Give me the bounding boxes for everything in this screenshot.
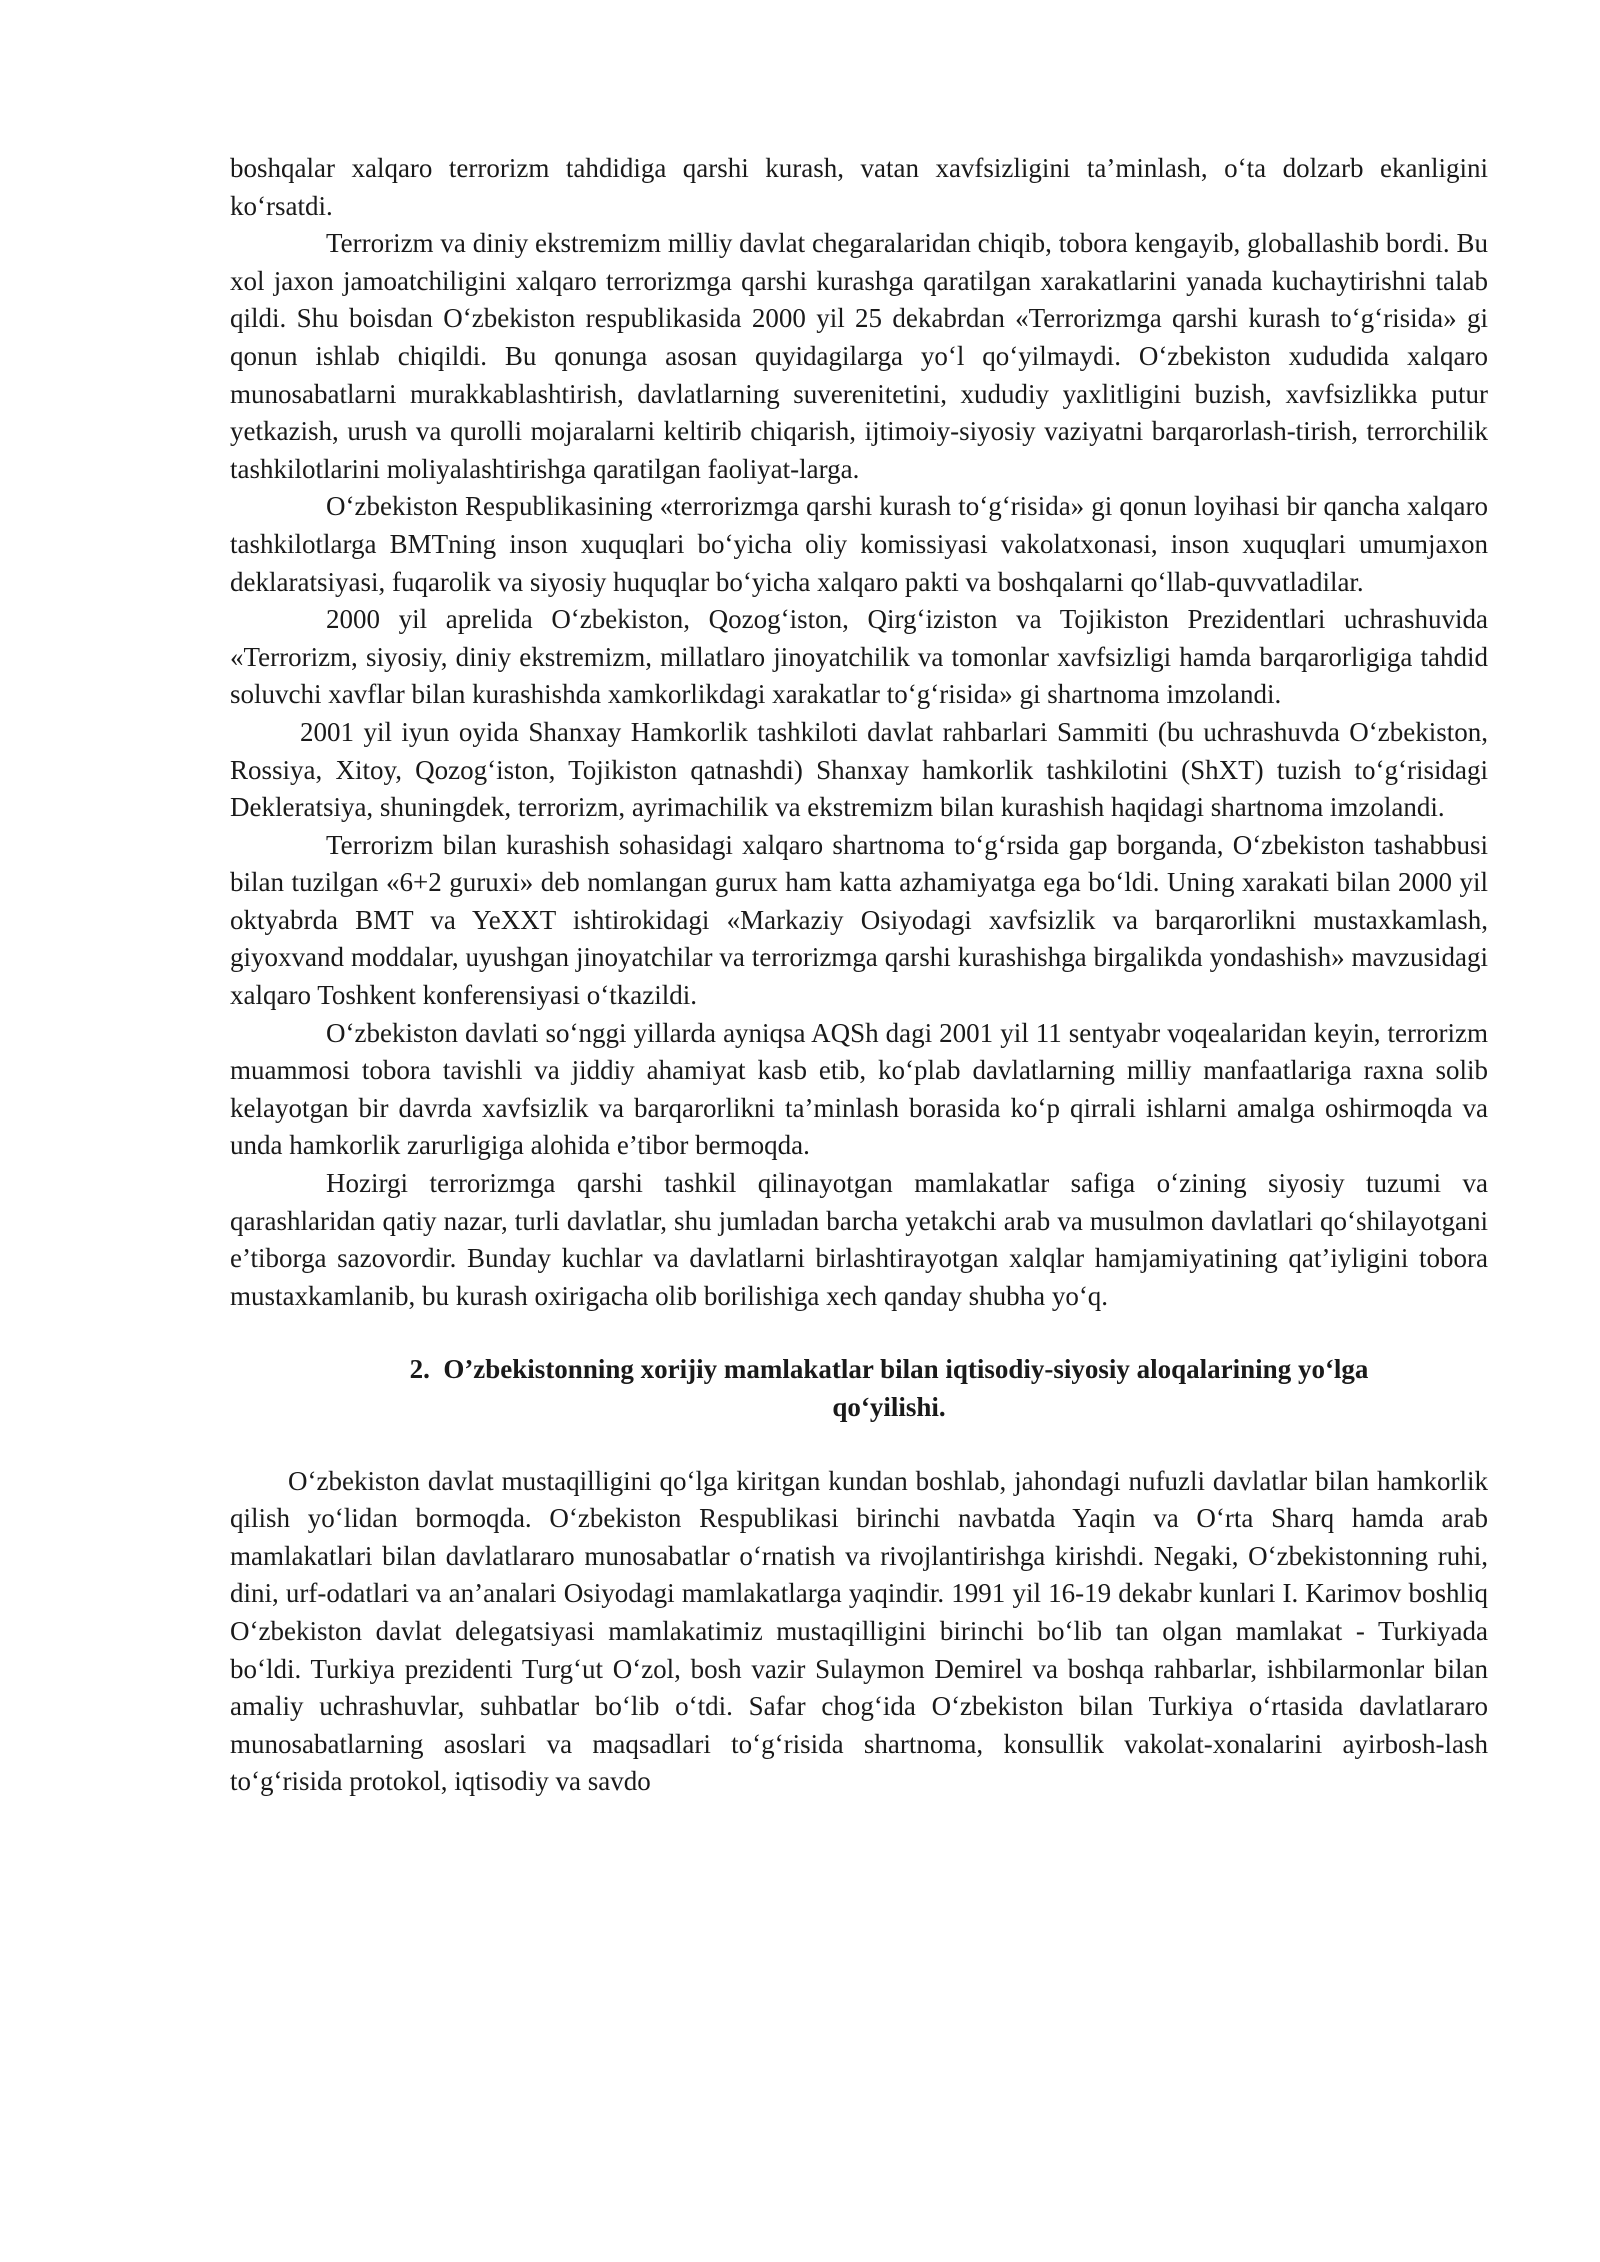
paragraph: Terrorizm va diniy ekstremizm milliy davlat chegaralaridan chiqib, tobora kengayib, globallashib bordi. Bu xol jaxon jamoatchiligini xalqaro terrorizmga qarshi kurashga qaratilgan xarakatlarini yanada kuchaytirishni talab qildi. Shu boisdan O‘zbekiston respublikasida 2000 yil 25 dekabrdan «Terrorizmga qarshi kurash to‘g‘risida» gi qonun ishlab chiqildi. Bu qonunga asosan quyidagilarga yo‘l qo‘yilmaydi. O‘zbekiston xududida xalqaro munosabatlarni murakkablashtirish, davlatlarning suverenitetini, xududiy yaxlitligini buzish, xavfsizlikka putur yetkazish, urush va qurolli mojaralarni keltirib chiqarish, ijtimoiy-siyosiy vaziyatni barqarorlash-tirish, terrorchilik tashkilotlarini moliyalashtirishga qaratilgan faoliyat-larga. [230,228,1488,484]
paragraph: boshqalar xalqaro terrorizm tahdidiga qarshi kurash, vatan xavfsizligini ta’minlash, o‘ta dolzarb ekanligini ko‘rsatdi. [230,153,1488,221]
section-heading-line-1 [290,1351,1488,1389]
paragraph: O‘zbekiston davlat mustaqilligini qo‘lga kiritgan kundan boshlab, jahondagi nufuzli davlatlar bilan hamkorlik qilish yo‘lidan bormoqda. O‘zbekiston Respublikasi birinchi navbatda Yaqin va O‘rta Sharq hamda arab mamlakatlari bilan davlatlararo munosabatlar o‘rnatish va rivojlantirishga kirishdi. Negaki, O‘zbekistonning ruhi, dini, urf-odatlari va an’analari Osiyodagi mamlakatlarga yaqindir. 1991 yil 16-19 dekabr kunlari I. Karimov boshliq O‘zbekiston davlat delegatsiyasi mamlakatimiz mustaqilligini birinchi bo‘lib tan olgan mamlakat - Turkiyada bo‘ldi. Turkiya prezidenti Turg‘ut O‘zol, bosh vazir Sulaymon Demirel va boshqa rahbarlar, ishbilarmonlar bilan amaliy uchrashuvlar, suhbatlar bo‘lib o‘tdi. Safar chog‘ida O‘zbekiston bilan Turkiya o‘rtasida davlatlararo munosabatlarning asoslari va maqsadlari to‘g‘risida shartnoma, konsullik vakolat-xonalarini ayirbosh-lash to‘g‘risida protokol, iqtisodiy va savdo [230,1465,1488,1797]
document-page [230,150,1488,1801]
section-number: 2. [409,1354,430,1385]
paragraph: Hozirgi terrorizmga qarshi tashkil qilinayotgan mamlakatlar safiga o‘zining siyosiy tuzumi va qarashlaridan qatiy nazar, turli davlatlar, shu jumladan barcha yetakchi arab va musulmon davlatlari qo‘shilayotgani e’tiborga sazovordir. Bunday kuchlar va davlatlarni birlashtirayotgan xalqlar hamjamiyatining qat’iyligini tobora mustaxkamlanib, bu kurash oxirigacha olib borilishiga xech qanday shubha yo‘q. [230,1168,1488,1311]
paragraph: Terrorizm bilan kurashish sohasidagi xalqaro shartnoma to‘g‘rsida gap borganda, O‘zbekiston tashabbusi bilan tuzilgan «6+2 guruxi» deb nomlangan gurux ham katta azhamiyatga ega bo‘ldi. Uning xarakati bilan 2000 yil oktyabrda BMT va YeXXT ishtirokidagi «Markaziy Osiyodagi xavfsizlik va barqarorlikni mustaxkamlash, giyoxvand moddalar, uyushgan jinoyatchilar va terrorizmga qarshi kurashishga birgalikda yondashish» mavzusidagi xalqaro Toshkent konferensiyasi o‘tkazildi. [230,829,1488,1011]
section-title-part-1: O’zbekistonning xorijiy mamlakatlar bilan iqtisodiy-siyosiy aloqalarining yo‘lga [443,1354,1369,1385]
paragraph: 2001 yil iyun oyida Shanxay Hamkorlik tashkiloti davlat rahbarlari Sammiti (bu uchrashuvda O‘zbekiston, Rossiya, Xitoy, Qozog‘iston, Tojikiston qatnashdi) Shanxay hamkorlik tashkilotini (ShXT) tuzish to‘g‘risidagi Dekleratsiya, shuningdek, terrorizm, ayrimachilik va ekstremizm bilan kurashish haqidagi shartnoma imzolandi. [230,716,1488,823]
paragraph: 2000 yil aprelida O‘zbekiston, Qozog‘iston, Qirg‘iziston va Tojikiston Prezidentlari uchrashuvida «Terrorizm, siyosiy, diniy ekstremizm, millatlaro jinoyatchilik va tomonlar xavfsizligi hamda barqarorligiga tahdid soluvchi xavflar bilan kurashishda xamkorlikdagi xarakatlar to‘g‘risida» gi shartnoma imzolandi. [230,604,1488,710]
paragraph: O‘zbekiston Respublikasining «terrorizmga qarshi kurash to‘g‘risida» gi qonun loyihasi bir qancha xalqaro tashkilotlarga BMTning inson xuquqlari bo‘yicha oliy komissiyasi vakolatxonasi, inson xuquqlari umumjaxon deklaratsiyasi, fuqarolik va siyosiy huquqlar bo‘yicha xalqaro pakti va boshqalarni qo‘llab-quvvatladilar. [230,491,1488,597]
section-title-part-2: qo‘yilishi. [832,1392,946,1422]
paragraph: O‘zbekiston davlati so‘nggi yillarda ayniqsa AQSh dagi 2001 yil 11 sentyabr voqealaridan keyin, terrorizm muammosi tobora tavishli va jiddiy ahamiyat kasb etib, ko‘plab davlatlarning milliy manfaatlariga raxna solib kelayotgan bir davrda xavfsizlik va barqarorlikni ta’minlash borasida ko‘p qirrali ishlarni amalga oshirmoqda va unda hamkorlik zarurligiga alohida e’tibor bermoqda. [230,1017,1488,1161]
section-heading [230,1351,1488,1426]
